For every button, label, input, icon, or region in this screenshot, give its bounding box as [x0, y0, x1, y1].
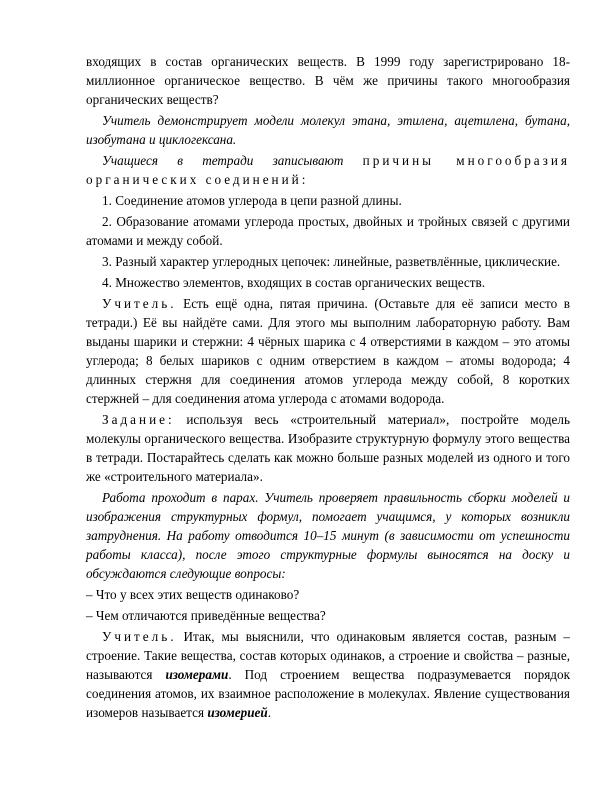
- document-page: [86, 52, 570, 724]
- list-item-4: 4. Множество элементов, входящих в состав органических веществ.: [102, 275, 486, 290]
- paragraph-teacher-1: [86, 294, 570, 408]
- question-1: – Что у всех этих веществ одинаково?: [86, 587, 300, 602]
- term-isomerism: изомерией: [207, 705, 268, 720]
- teacher-text-2a: Итак, мы выяснили, что одинаковым является состав, разным – строение. Такие вещества, состав которых одинаков, а строение и свойства – разные, называются: [86, 629, 571, 682]
- paragraph-task: [86, 410, 570, 486]
- paragraph-teacher-2: [86, 627, 570, 722]
- paragraph-work: Работа проходит в парах. Учитель проверяет правильность сборки моделей и изображения структурных формул, помогает учащимся, у которых возникли затруднения. На работу отводится 10–15 минут (в зависимости от успешности работы класса), после этого структурные формулы выносятся на доску и обсуждаются следующие вопросы:: [86, 490, 570, 581]
- list-item-3: 3. Разный характер углеродных цепочек: линейные, разветвлённые, циклические.: [102, 254, 561, 269]
- teacher-text-2-end: .: [267, 705, 272, 720]
- teacher-text-1: Есть ещё одна, пятая причина. (Оставьте для её записи место в тетради.) Её вы найдёте сами. Для этого мы выполним лабораторную работу. Вам выданы шарики и стержни: 4 чёрных шарика с 4 отверстиями в каждом – это атомы углерода; 8 белых шариков с одним отверстием в каждом – атомы водорода; 4 длинных стержня для соединения атомов углерода между собой, 8 коротких стержней – для соединения атома углерода с атомами водорода.: [86, 296, 570, 406]
- students-write-spaced: причины многообразия органических соединений:: [86, 153, 570, 187]
- students-write-italic: Учащиеся в тетради записывают: [102, 153, 344, 168]
- teacher-label-2: Учитель.: [102, 629, 177, 644]
- teacher-text-2b: . Под строением вещества подразумевается порядок соединения атомов, их взаимное расположение в молекулах. Явление существования изомеров называется: [86, 667, 571, 720]
- paragraph-students-write: [86, 151, 570, 189]
- task-label: Задание:: [102, 412, 175, 427]
- task-text: используя весь «строительный материал», постройте модель молекулы органического вещества. Изобразите структурную формулу этого вещества в тетради. Постарайтесь сделать как можно больше разных моделей из одного и того же «строительного материала».: [86, 412, 570, 484]
- teacher-label-1: Учитель.: [102, 296, 177, 311]
- paragraph-intro: входящих в состав органических веществ. В 1999 году зарегистрировано 18-миллионное органическое вещество. В чём же причины такого многообразия органических веществ?: [86, 54, 570, 107]
- list-item-2: 2. Образование атомами углерода простых, двойных и тройных связей с другими атомами и между собой.: [86, 214, 570, 248]
- paragraph-teacher-demo: Учитель демонстрирует модели молекул этана, этилена, ацетилена, бутана, изобутана и циклогексана.: [86, 113, 570, 147]
- question-2: – Чем отличаются приведённые вещества?: [86, 608, 326, 623]
- list-item-1: 1. Соединение атомов углерода в цепи разной длины.: [102, 193, 402, 208]
- term-isomers: изомерами: [165, 667, 229, 682]
